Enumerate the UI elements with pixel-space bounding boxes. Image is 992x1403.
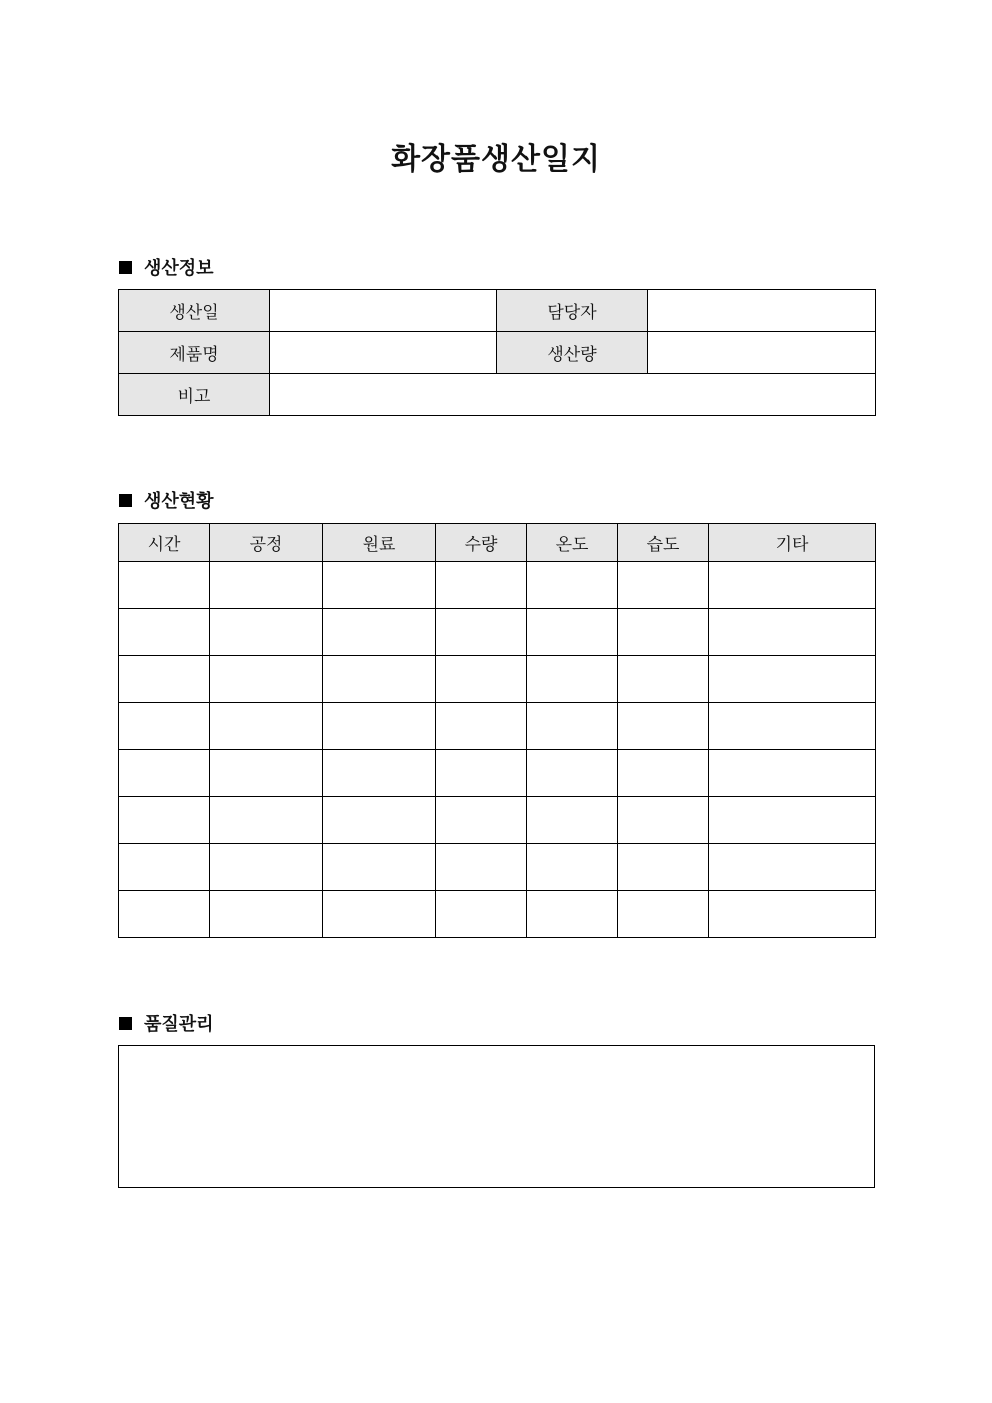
cell-other[interactable] [709,656,876,703]
section-heading-label: 생산현황 [144,491,214,512]
cell-process[interactable] [210,656,323,703]
cell-temperature[interactable] [527,891,618,938]
cell-process[interactable] [210,891,323,938]
cell-humidity[interactable] [618,891,709,938]
square-bullet-icon [119,494,132,507]
cell-material[interactable] [323,844,436,891]
cell-quantity[interactable] [436,703,527,750]
quality-control-field[interactable] [118,1045,875,1188]
cell-material[interactable] [323,656,436,703]
cell-other[interactable] [709,797,876,844]
section-heading-production-info [119,254,214,280]
cell-temperature[interactable] [527,703,618,750]
product-name-field[interactable] [270,332,497,374]
cell-time[interactable] [119,656,210,703]
table-header-row [119,524,876,562]
table-row [119,562,876,609]
cell-time[interactable] [119,891,210,938]
table-row [119,609,876,656]
square-bullet-icon [119,1017,132,1030]
cell-temperature[interactable] [527,844,618,891]
table-row [119,750,876,797]
cell-process[interactable] [210,797,323,844]
table-row [119,891,876,938]
product-name-label: 제품명 [119,332,270,374]
column-header-humidity: 습도 [618,524,709,562]
cell-process[interactable] [210,562,323,609]
table-row [119,656,876,703]
section-heading-quality-control [119,1010,214,1036]
remarks-field[interactable] [270,374,876,416]
table-row [119,290,876,332]
cell-other[interactable] [709,609,876,656]
cell-quantity[interactable] [436,562,527,609]
column-header-process: 공정 [210,524,323,562]
cell-material[interactable] [323,562,436,609]
column-header-time: 시간 [119,524,210,562]
cell-time[interactable] [119,703,210,750]
column-header-temperature: 온도 [527,524,618,562]
cell-humidity[interactable] [618,562,709,609]
cell-quantity[interactable] [436,656,527,703]
page-title: 화장품생산일지 [391,142,601,177]
cell-time[interactable] [119,609,210,656]
cell-quantity[interactable] [436,844,527,891]
production-status-table [118,523,876,938]
cell-process[interactable] [210,703,323,750]
cell-material[interactable] [323,703,436,750]
cell-quantity[interactable] [436,797,527,844]
production-date-label: 생산일 [119,290,270,332]
column-header-material: 원료 [323,524,436,562]
cell-process[interactable] [210,609,323,656]
cell-process[interactable] [210,844,323,891]
cell-material[interactable] [323,797,436,844]
cell-temperature[interactable] [527,609,618,656]
manager-field[interactable] [648,290,876,332]
cell-temperature[interactable] [527,562,618,609]
cell-time[interactable] [119,844,210,891]
cell-process[interactable] [210,750,323,797]
cell-temperature[interactable] [527,750,618,797]
production-quantity-label: 생산량 [497,332,648,374]
cell-time[interactable] [119,562,210,609]
remarks-label: 비고 [119,374,270,416]
cell-other[interactable] [709,750,876,797]
cell-material[interactable] [323,750,436,797]
section-heading-label: 생산정보 [144,258,214,279]
cell-humidity[interactable] [618,656,709,703]
table-row [119,374,876,416]
cell-quantity[interactable] [436,609,527,656]
cell-temperature[interactable] [527,656,618,703]
cell-humidity[interactable] [618,703,709,750]
cell-material[interactable] [323,609,436,656]
cell-other[interactable] [709,562,876,609]
cell-other[interactable] [709,891,876,938]
manager-label: 담당자 [497,290,648,332]
cell-humidity[interactable] [618,797,709,844]
cell-humidity[interactable] [618,750,709,797]
cell-time[interactable] [119,797,210,844]
cell-humidity[interactable] [618,609,709,656]
table-row [119,797,876,844]
cell-humidity[interactable] [618,844,709,891]
cell-quantity[interactable] [436,750,527,797]
square-bullet-icon [119,261,132,274]
section-heading-production-status [119,487,214,513]
production-quantity-field[interactable] [648,332,876,374]
table-row [119,703,876,750]
cell-temperature[interactable] [527,797,618,844]
section-heading-label: 품질관리 [144,1014,214,1035]
column-header-quantity: 수량 [436,524,527,562]
cell-time[interactable] [119,750,210,797]
cell-other[interactable] [709,703,876,750]
production-date-field[interactable] [270,290,497,332]
table-row [119,844,876,891]
cell-material[interactable] [323,891,436,938]
table-row [119,332,876,374]
column-header-other: 기타 [709,524,876,562]
cell-other[interactable] [709,844,876,891]
cell-quantity[interactable] [436,891,527,938]
production-info-table [118,289,876,416]
